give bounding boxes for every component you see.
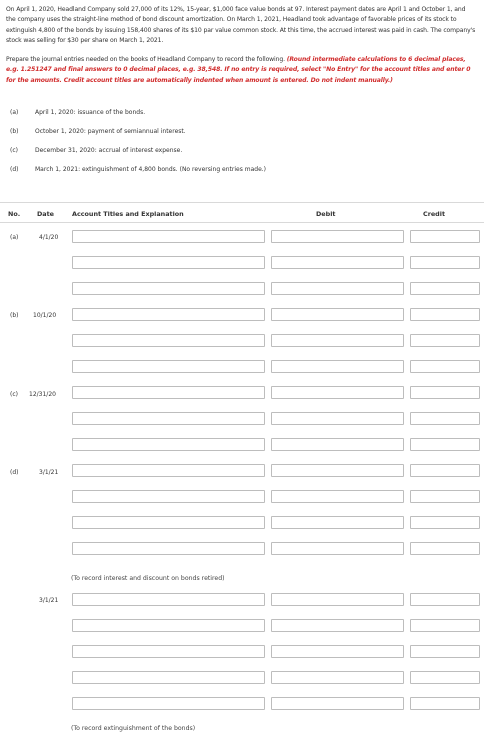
column-header-date: Date [37,210,55,218]
part-text: October 1, 2020: payment of semiannual interest. [35,128,186,135]
account-title-input[interactable] [72,386,265,399]
entry-number: (d) [10,469,19,476]
account-title-input[interactable] [72,697,265,710]
debit-input[interactable] [271,490,404,503]
credit-input[interactable] [410,593,480,606]
account-title-input[interactable] [72,542,265,555]
problem-statement: On April 1, 2020, Headland Company sold 27,000 of its 12%, 15-year, $1,000 face value bonds at 97. Interest payment dates are April 1 and October 1, and the company uses the straight-line method of bond discount amortization. On March 1, 2021, Headland took advantage of favorable prices of its stock to extinguish 4,800 of the bonds by issuing 158,400 shares of its $10 par value common stock. At this time, the accrued interest was paid in cash. The company's stock was selling for $30 per share on March 1, 2021. [6,6,476,45]
credit-input[interactable] [410,230,480,243]
credit-input[interactable] [410,412,480,425]
prepare-text: Prepare the journal entries needed on the books of Headland Company to record the following. [6,56,285,63]
credit-input[interactable] [410,438,480,451]
debit-input[interactable] [271,412,404,425]
account-title-input[interactable] [72,671,265,684]
credit-input[interactable] [410,308,480,321]
debit-input[interactable] [271,619,404,632]
entry-date: 12/31/20 [29,391,56,398]
entry-date: 4/1/20 [39,234,59,241]
debit-input[interactable] [271,334,404,347]
column-header-no: No. [8,210,21,218]
account-title-input[interactable] [72,645,265,658]
debit-input[interactable] [271,645,404,658]
debit-input[interactable] [271,671,404,684]
debit-input[interactable] [271,697,404,710]
account-title-input[interactable] [72,282,265,295]
debit-input[interactable] [271,542,404,555]
part-tag: (c) [10,147,18,154]
instructions-paragraph [6,55,478,86]
account-title-input[interactable] [72,516,265,529]
part-tag: (d) [10,166,19,173]
debit-input[interactable] [271,282,404,295]
account-title-input[interactable] [72,360,265,373]
entry-date: 10/1/20 [33,312,57,319]
table-header-top-border [0,202,484,203]
entry-number: (a) [10,234,19,241]
debit-input[interactable] [271,464,404,477]
column-header-account: Account Titles and Explanation [72,210,184,218]
debit-input[interactable] [271,308,404,321]
column-header-debit: Debit [316,210,336,218]
credit-input[interactable] [410,697,480,710]
debit-input[interactable] [271,386,404,399]
part-text: December 31, 2020: accrual of interest expense. [35,147,183,154]
account-title-input[interactable] [72,619,265,632]
table-header-bottom-border [0,222,484,223]
part-tag: (a) [10,109,19,116]
debit-input[interactable] [271,230,404,243]
part-text: March 1, 2021: extinguishment of 4,800 bonds. (No reversing entries made.) [35,166,267,173]
debit-input[interactable] [271,438,404,451]
credit-input[interactable] [410,516,480,529]
account-title-input[interactable] [72,230,265,243]
column-header-credit: Credit [423,210,445,218]
account-title-input[interactable] [72,334,265,347]
credit-input[interactable] [410,645,480,658]
account-title-input[interactable] [72,490,265,503]
credit-input[interactable] [410,360,480,373]
debit-input[interactable] [271,593,404,606]
part-tag: (b) [10,128,19,135]
debit-input[interactable] [271,516,404,529]
entry-note-interest: (To record interest and discount on bonds retired) [71,575,225,582]
account-title-input[interactable] [72,308,265,321]
credit-input[interactable] [410,386,480,399]
credit-input[interactable] [410,256,480,269]
credit-input[interactable] [410,334,480,347]
account-title-input[interactable] [72,412,265,425]
credit-input[interactable] [410,490,480,503]
rounding-instructions: (Round intermediate calculations to 6 decimal places, e.g. 1.251247 and final answers to 0 decimal places, e.g. 38,548. If no entry is required, select "No Entry" for the account titles and enter 0 for the amounts. Credit account titles are automatically indented when amount is entered. Do not indent manually.) [6,56,471,84]
credit-input[interactable] [410,671,480,684]
account-title-input[interactable] [72,464,265,477]
entry-date: 3/1/21 [39,469,59,476]
credit-input[interactable] [410,542,480,555]
entry-date: 3/1/21 [39,597,59,604]
credit-input[interactable] [410,619,480,632]
account-title-input[interactable] [72,256,265,269]
entry-number: (b) [10,312,19,319]
account-title-input[interactable] [72,438,265,451]
debit-input[interactable] [271,360,404,373]
entry-number: (c) [10,391,18,398]
part-text: April 1, 2020: issuance of the bonds. [35,109,146,116]
credit-input[interactable] [410,464,480,477]
account-title-input[interactable] [72,593,265,606]
credit-input[interactable] [410,282,480,295]
entry-note-extinguishment: (To record extinguishment of the bonds) [71,725,196,732]
debit-input[interactable] [271,256,404,269]
